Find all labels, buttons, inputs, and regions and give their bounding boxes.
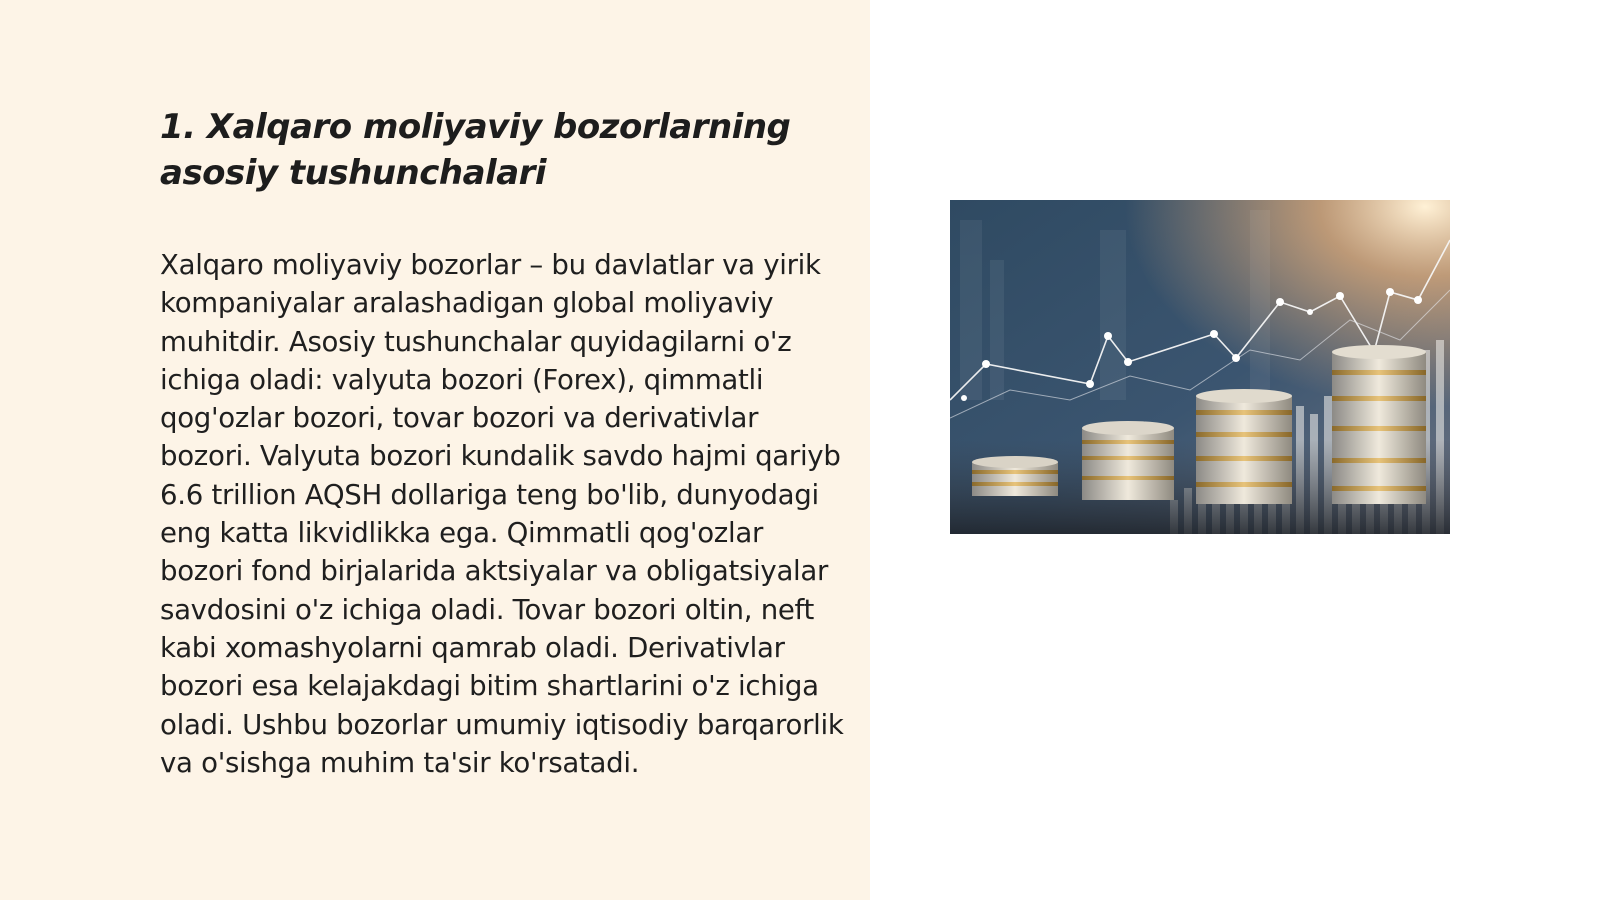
slide-title: 1. Xalqaro moliyaviy bozorlarning asosiy tushunchalari [160,107,791,193]
coins-growth-photo [950,200,1450,534]
slide-body-text: Xalqaro moliyaviy bozorlar – bu davlatlar va yirik kompaniyalar aralashadigan global moliyaviy muhitdir. Asosiy tushunchalar quyidagilarni o'z ichiga oladi: valyuta bozori (Forex), qimmatli qog'ozlar bozori, tovar bozori va derivativlar bozori. Valyuta bozori kundalik savdo hajmi qariyb 6.6 trillion AQSH dollariga teng bo'lib, dunyodagi eng katta likvidlikka ega. Qimmatli qog'ozlar bozori fond birjalarida aktsiyalar va obligatsiyalar savdosini o'z ichiga oladi. Tovar bozori oltin, neft kabi xomashyolarni qamrab oladi. Derivativlar bozori esa kelajakdagi bitim shartlarini o'z ichiga oladi. Ushbu bozorlar umumiy iqtisodiy barqarorlik va o'sishga muhim ta'sir ko'rsatadi. [160,248,844,779]
